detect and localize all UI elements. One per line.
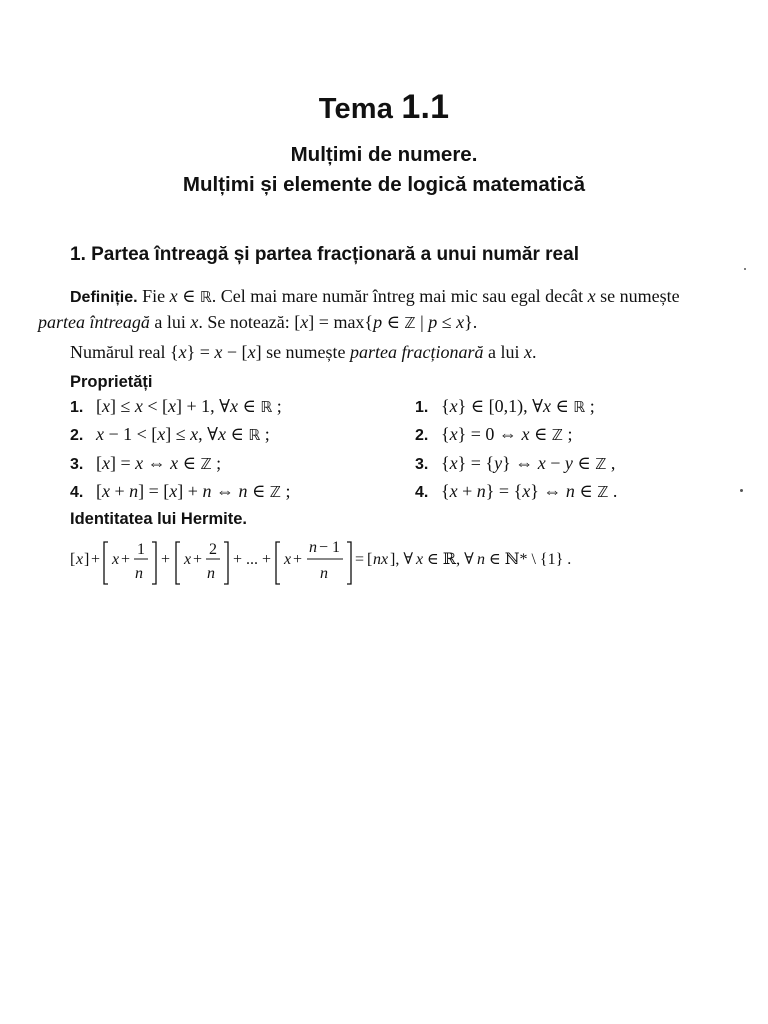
tema-number: 1.1 <box>401 88 450 126</box>
section-heading: 1. Partea întreagă și partea fracționară a unui număr real <box>70 244 579 265</box>
svg-text:2: 2 <box>209 541 217 558</box>
frac-definition-formula: {x} = x − [x] <box>169 342 262 362</box>
property-left-1: 1. [x] ≤ x < [x] + 1, ∀x ∈ ℝ ; <box>70 396 282 416</box>
subtitle-line-1: Mulțimi de numere. <box>290 143 478 166</box>
property-right-1: 1. {x} ∈ [0,1), ∀x ∈ ℝ ; <box>415 396 595 416</box>
hermite-label: Identitatea lui Hermite. <box>70 510 247 528</box>
definition-line-3: Numărul real {x} = x − [x] se numește partea fracționară a lui x. <box>70 342 537 362</box>
svg-text:+: + <box>161 551 171 568</box>
svg-text:x: x <box>112 551 120 568</box>
svg-text:=: = <box>355 551 365 568</box>
property-right-2: 2. {x} = 0 ⇔ x ∈ ℤ ; <box>415 424 573 444</box>
hermite-identity-formula <box>68 528 588 588</box>
svg-text:n: n <box>477 551 485 568</box>
svg-text:x: x <box>76 551 84 568</box>
svg-text:x: x <box>416 551 424 568</box>
properties-heading: Proprietăți <box>70 373 153 391</box>
svg-text:nx: nx <box>373 551 389 568</box>
tema-word: Tema <box>318 93 394 125</box>
property-left-3: 3. [x] = x ⇔ x ∈ ℤ ; <box>70 453 222 473</box>
svg-text:n: n <box>309 539 317 556</box>
property-right-4: 4. {x + n} = {x} ⇔ n ∈ ℤ . <box>415 481 618 501</box>
definition-label: Definiție. <box>70 289 138 306</box>
svg-text:+: + <box>293 551 303 568</box>
svg-text:n: n <box>135 565 143 582</box>
svg-text:+ ... +: + ... + <box>233 551 272 568</box>
svg-text:+: + <box>91 551 101 568</box>
scan-speck <box>744 268 746 270</box>
svg-text:n: n <box>320 565 328 582</box>
svg-text:[: [ <box>70 551 76 568</box>
svg-text:x: x <box>284 551 292 568</box>
svg-text:+: + <box>121 551 131 568</box>
definition-line-1: Definiție. Fie x ∈ ℝ. Cel mai mare număr întreg mai mic sau egal decât x se numește <box>70 286 680 306</box>
term-fractional-part: partea fracționară <box>350 342 484 362</box>
property-right-3: 3. {x} = {y} ⇔ x − y ∈ ℤ , <box>415 453 616 473</box>
svg-text:1: 1 <box>137 541 145 558</box>
svg-text:x: x <box>184 551 192 568</box>
svg-text:∈ ℕ* \ {1} .: ∈ ℕ* \ {1} . <box>489 551 572 568</box>
subtitle-line-2: Mulțimi și elemente de logică matematică <box>182 173 586 196</box>
property-left-4: 4. [x + n] = [x] + n ⇔ n ∈ ℤ ; <box>70 481 291 501</box>
term-integer-part: partea întreagă <box>38 312 150 332</box>
svg-text:− 1: − 1 <box>319 539 341 556</box>
svg-text:[: [ <box>367 551 373 568</box>
svg-text:+: + <box>193 551 203 568</box>
page-title <box>0 88 768 127</box>
svg-text:]: ] <box>84 551 90 568</box>
scan-speck <box>740 489 743 492</box>
svg-text:], ∀: ], ∀ <box>390 551 413 568</box>
svg-text:∈ ℝ, ∀: ∈ ℝ, ∀ <box>427 551 474 568</box>
property-left-2: 2. x − 1 < [x] ≤ x, ∀x ∈ ℝ ; <box>70 424 270 444</box>
floor-definition-formula: [x] = max{p ∈ ℤ | p ≤ x}. <box>294 312 478 332</box>
svg-text:n: n <box>207 565 215 582</box>
definition-line-2: partea întreagă a lui x. Se notează: [x] = max{p ∈ ℤ | p ≤ x}. <box>38 312 478 332</box>
